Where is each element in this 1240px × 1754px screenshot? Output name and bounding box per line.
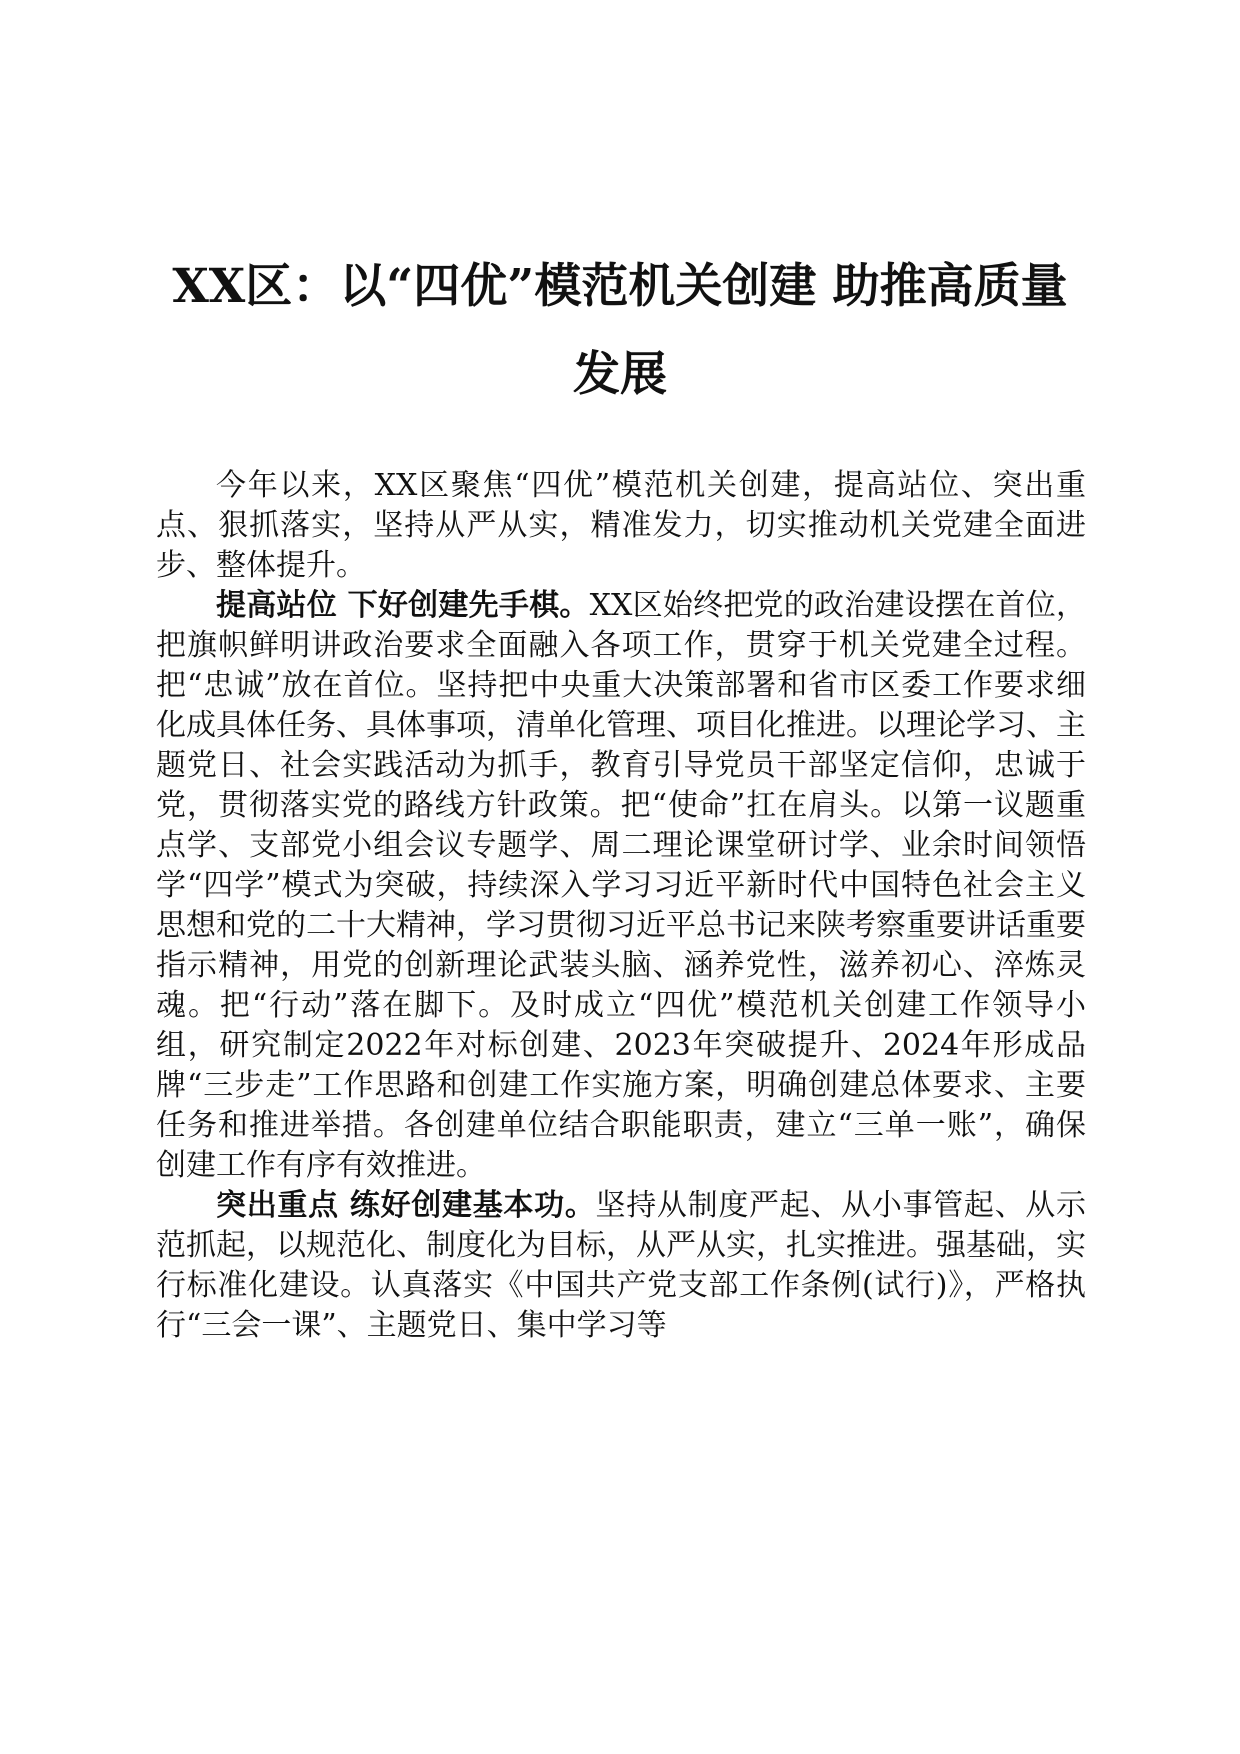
section-paragraph-2 <box>156 1186 1086 1346</box>
intro-paragraph-text: 今年以来，XX区聚焦“四优”模范机关创建，提高站位、突出重点、狠抓落实，坚持从严从实，精准发力，切实推动机关党建全面进步、整体提升。 <box>156 468 1086 583</box>
section-paragraph-1 <box>156 586 1086 1186</box>
section-paragraph-1-text: XX区始终把党的政治建设摆在首位，把旗帜鲜明讲政治要求全面融入各项工作，贯穿于机关党建全过程。把“忠诚”放在首位。坚持把中央重大决策部署和省市区委工作要求细化成具体任务、具体事项，清单化管理、项目化推进。以理论学习、主题党日、社会实践活动为抓手，教育引导党员干部坚定信仰，忠诚于党，贯彻落实党的路线方针政策。把“使命”扛在肩头。以第一议题重点学、支部党小组会议专题学、周二理论课堂研讨学、业余时间领悟学“四学”模式为突破，持续深入学习习近平新时代中国特色社会主义思想和党的二十大精神，学习贯彻习近平总书记来陕考察重要讲话重要指示精神，用党的创新理论武装头脑、涵养党性，滋养初心、淬炼灵魂。把“行动”落在脚下。及时成立“四优”模范机关创建工作领导小组，研究制定2022年对标创建、2023年突破提升、2024年形成品牌“三步走”工作思路和创建工作实施方案，明确创建总体要求、主要任务和推进举措。各创建单位结合职能职责，建立“三单一账”，确保创建工作有序有效推进。 <box>156 588 1086 1183</box>
section-paragraph-2-text: 坚持从制度严起、从小事管起、从示范抓起，以规范化、制度化为目标，从严从实，扎实推进。强基础，实行标准化建设。认真落实《中国共产党支部工作条例(试行)》，严格执行“三会一课”、主题党日、集中学习等 <box>156 1188 1087 1343</box>
section-heading-2: 突出重点 练好创建基本功。 <box>216 1188 596 1223</box>
document-body <box>156 466 1086 1346</box>
section-heading-1: 提高站位 下好创建先手棋。 <box>216 588 590 623</box>
document-title-line-2: 发展 <box>573 347 667 402</box>
intro-paragraph <box>156 466 1086 586</box>
document-title-line-1: XX区：以“四优”模范机关创建 助推高质量 <box>172 259 1068 314</box>
